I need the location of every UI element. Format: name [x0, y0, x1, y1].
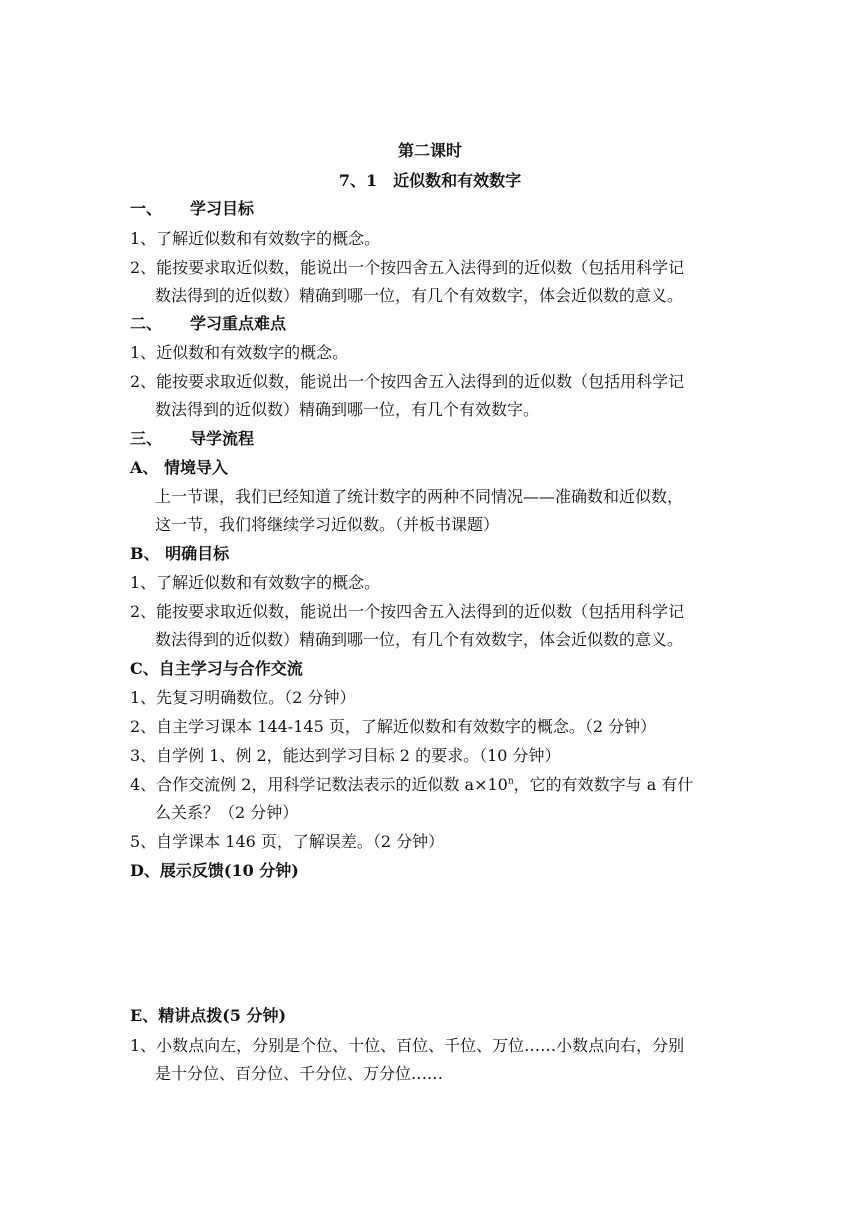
section-heading-text: 学习重点难点 — [190, 314, 287, 333]
section-heading-text: 学习目标 — [190, 199, 255, 218]
list-item: 1、近似数和有效数字的概念。 — [130, 343, 349, 362]
part-b-heading: B、 明确目标 — [130, 544, 230, 563]
list-item-continuation: 数法得到的近似数）精确到哪一位，有几个有效数字，体会近似数的意义。 — [155, 286, 684, 305]
section-number: 二、 — [130, 314, 163, 333]
part-c-heading: C、自主学习与合作交流 — [130, 659, 303, 678]
lesson-title: 7、1 近似数和有效数字 — [338, 171, 522, 190]
list-item: 1、先复习明确数位。（2 分钟） — [130, 688, 356, 707]
list-item: 1、小数点向左，分别是个位、十位、百位、千位、万位……小数点向右，分别 — [130, 1036, 685, 1055]
list-item-continuation: 么关系？（2 分钟） — [155, 803, 299, 822]
paragraph-line: 上一节课，我们已经知道了统计数字的两种不同情况——准确数和近似数， — [155, 487, 684, 506]
list-item: 3、自学例 1、例 2，能达到学习目标 2 的要求。（10 分钟） — [130, 746, 561, 765]
section-heading-keypoints — [130, 314, 740, 334]
list-item: 1、了解近似数和有效数字的概念。 — [130, 573, 381, 592]
list-item — [130, 775, 740, 795]
list-item-continuation: 数法得到的近似数）精确到哪一位，有几个有效数字。 — [155, 400, 540, 419]
list-item-text: 4、合作交流例 2，用科学记数法表示的近似数 a×10 — [130, 775, 508, 794]
page-title: 第二课时 — [397, 141, 462, 160]
part-e-heading: E、精讲点拨(5 分钟) — [130, 1006, 287, 1025]
list-item-continuation: 是十分位、百分位、千分位、万分位…… — [155, 1064, 444, 1083]
paragraph-line: 这一节，我们将继续学习近似数。（并板书课题） — [155, 515, 500, 534]
list-item-continuation: 数法得到的近似数）精确到哪一位，有几个有效数字，体会近似数的意义。 — [155, 630, 684, 649]
list-item: 2、能按要求取近似数，能说出一个按四舍五入法得到的近似数（包括用科学记 — [130, 372, 685, 391]
section-heading-goals — [130, 199, 740, 219]
list-item: 5、自学课本 146 页，了解误差。（2 分钟） — [130, 832, 445, 851]
list-item: 2、能按要求取近似数，能说出一个按四舍五入法得到的近似数（包括用科学记 — [130, 258, 685, 277]
section-number: 三、 — [130, 429, 163, 448]
part-a-heading: A、 情境导入 — [130, 458, 228, 477]
list-item: 2、自主学习课本 144-145 页，了解近似数和有效数字的概念。（2 分钟） — [130, 717, 657, 736]
list-item: 2、能按要求取近似数，能说出一个按四舍五入法得到的近似数（包括用科学记 — [130, 602, 685, 621]
section-heading-text: 导学流程 — [190, 429, 255, 448]
section-heading-process — [130, 429, 740, 449]
section-number: 一、 — [130, 199, 163, 218]
exponent: n — [507, 776, 514, 787]
list-item-text: ，它的有效数字与 a 有什 — [513, 775, 694, 794]
part-d-heading: D、展示反馈(10 分钟) — [130, 861, 299, 880]
list-item: 1、了解近似数和有效数字的概念。 — [130, 229, 381, 248]
